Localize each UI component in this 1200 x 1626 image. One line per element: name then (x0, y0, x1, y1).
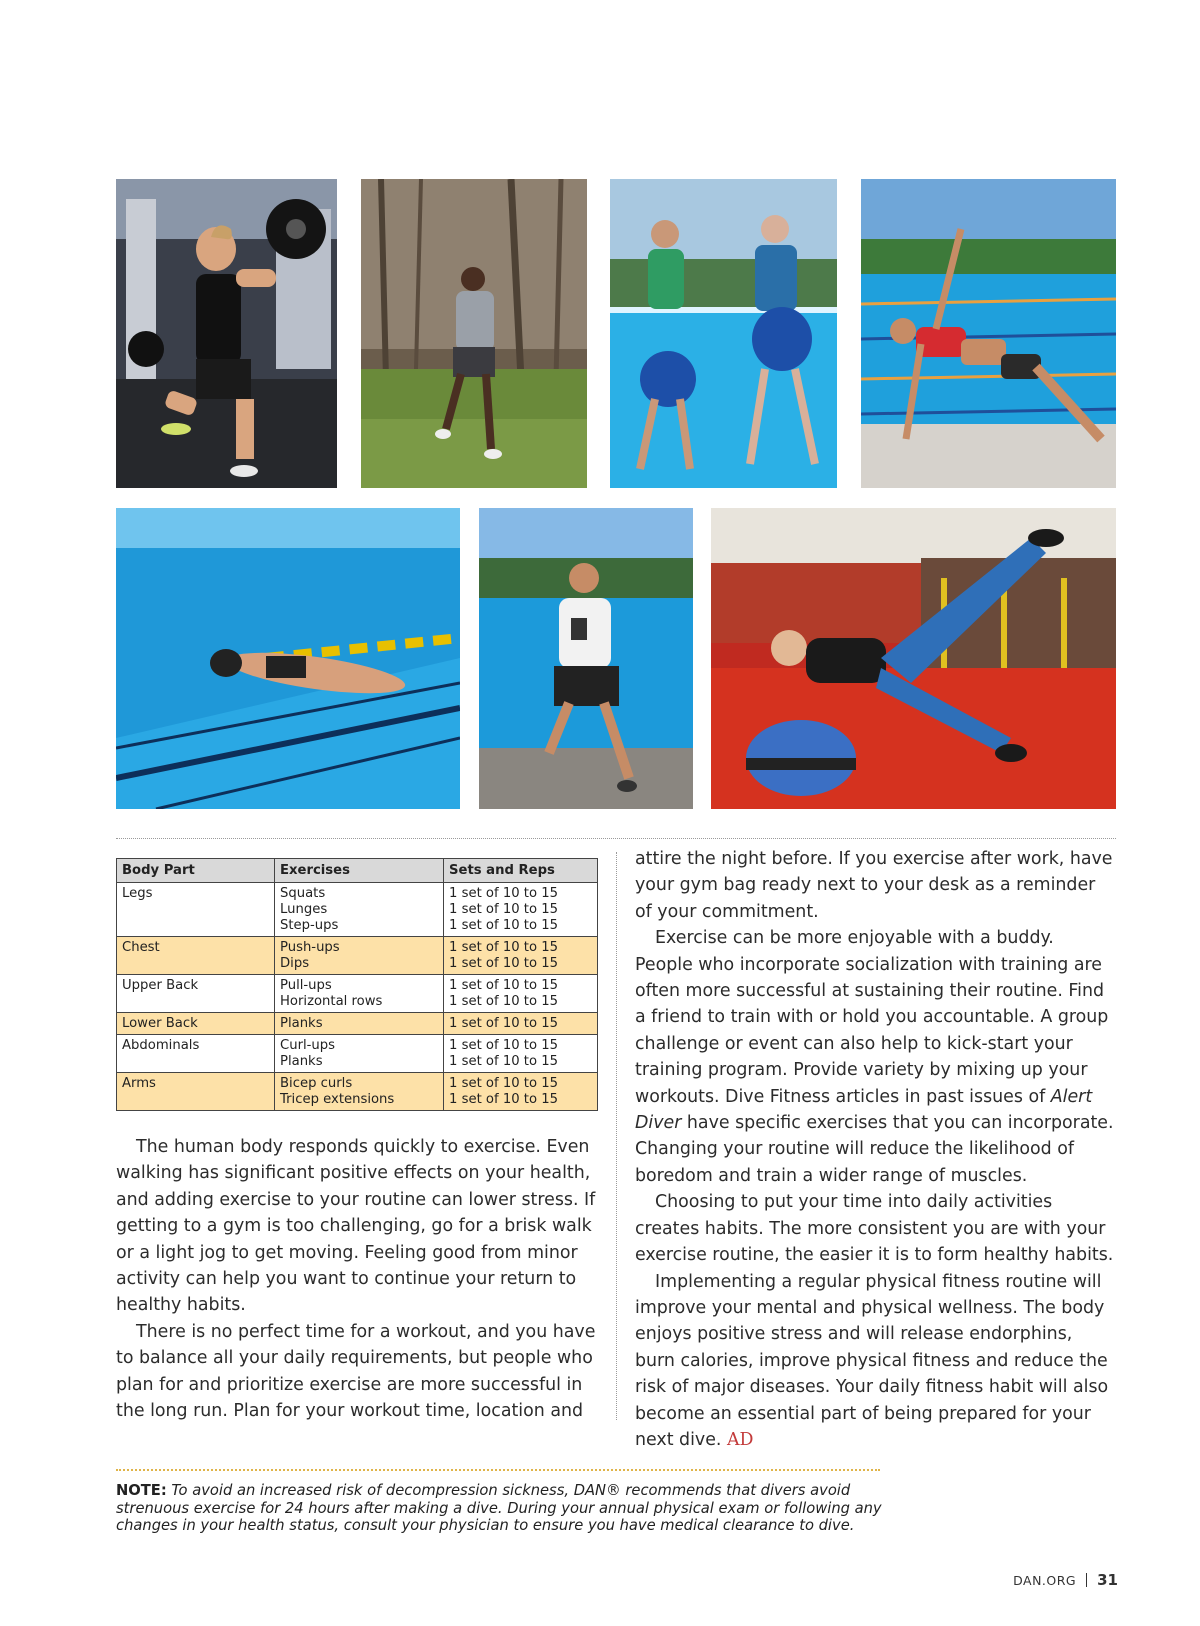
exercise-name: Squats (280, 886, 326, 901)
cell-exercises (275, 883, 444, 937)
paragraph (635, 1269, 1117, 1454)
end-mark: AD (726, 1429, 754, 1450)
left-column (116, 1134, 598, 1424)
note-label: NOTE: (116, 1482, 167, 1499)
photo-poolside-lunge-weight (479, 508, 693, 809)
photo-outdoor-jog (361, 179, 587, 488)
cell-body-part: Legs (117, 883, 275, 937)
table-row (117, 975, 598, 1013)
photo-pool-aqua-exercise (610, 179, 837, 488)
sets-reps-value: 1 set of 10 to 15 (449, 918, 559, 933)
exercise-name: Tricep extensions (280, 1092, 395, 1107)
paragraph-text: Exercise can be more enjoyable with a buddy. People who incorporate socialization with training are often more successful at sustaining their routine. Find a friend to train with or hold you accountable. A group challenge or event can also help to kick-start your training program. Provide variety by mixing up your workouts. Dive Fitness articles in past issues of (635, 928, 1109, 1107)
exercise-name: Horizontal rows (280, 994, 383, 1009)
photo-underwater-swimmer (116, 508, 460, 809)
cell-body-part: Upper Back (117, 975, 275, 1013)
paragraph: There is no perfect time for a workout, and you have to balance all your daily requirements, but people who plan for and prioritize exercise are more successful in the long run. Plan for your workout time, location and (116, 1321, 596, 1422)
sets-reps-value: 1 set of 10 to 15 (449, 1054, 559, 1069)
exercise-name: Bicep curls (280, 1076, 353, 1091)
sets-reps-value: 1 set of 10 to 15 (449, 940, 559, 955)
exercise-name: Lunges (280, 902, 328, 917)
note-divider (116, 1469, 880, 1471)
cell-body-part: Lower Back (117, 1013, 275, 1035)
sets-reps-value: 1 set of 10 to 15 (449, 1092, 559, 1107)
photo-gym-dumbbell-lunge (116, 179, 337, 488)
photo-gym-bosu-side-plank (711, 508, 1116, 809)
exercise-name: Step-ups (280, 918, 339, 933)
column-divider (616, 852, 617, 1420)
site-name: DAN.ORG (1013, 1573, 1077, 1588)
cell-exercises (275, 1035, 444, 1073)
section-divider (116, 838, 1116, 839)
note-text: To avoid an increased risk of decompression sickness, DAN® recommends that divers avoid strenuous exercise for 24 hours after making a dive. During your annual physical exam or following any changes in your health status, consult your physician to ensure you have medical clearance to dive. (116, 1482, 882, 1534)
paragraph: The human body responds quickly to exercise. Even walking has significant positive effects on your health, and adding exercise to your routine can lower stress. If getting to a gym is too challenging, go for a brisk walk or a light jog to get moving. Feeling good from minor activity can help you want to continue your return to healthy habits. (116, 1137, 596, 1316)
cell-sets-reps (444, 883, 598, 937)
cell-sets-reps (444, 975, 598, 1013)
cell-body-part: Arms (117, 1073, 275, 1111)
right-column (635, 846, 1117, 1453)
footer-separator (1086, 1573, 1087, 1587)
cell-body-part: Abdominals (117, 1035, 275, 1073)
table-row (117, 1035, 598, 1073)
exercise-name: Planks (280, 1054, 323, 1069)
cell-exercises (275, 975, 444, 1013)
paragraph: attire the night before. If you exercise after work, have your gym bag ready next to your desk as a reminder of your commitment. (635, 849, 1113, 922)
header-exercises: Exercises (275, 859, 444, 883)
photo-poolside-side-plank (861, 179, 1116, 488)
paragraph: Choosing to put your time into daily activities creates habits. The more consistent you are with your exercise routine, the easier it is to form healthy habits. (635, 1192, 1114, 1266)
exercise-name: Planks (280, 1016, 323, 1031)
sets-reps-value: 1 set of 10 to 15 (449, 902, 559, 917)
sets-reps-value: 1 set of 10 to 15 (449, 1016, 559, 1031)
cell-body-part: Chest (117, 937, 275, 975)
exercise-name: Push-ups (280, 940, 340, 955)
exercise-name: Dips (280, 956, 310, 971)
cell-sets-reps (444, 937, 598, 975)
table-row (117, 937, 598, 975)
header-sets-reps: Sets and Reps (444, 859, 598, 883)
cell-exercises (275, 1073, 444, 1111)
magazine-title: Alert Diver (635, 1086, 1093, 1134)
sets-reps-value: 1 set of 10 to 15 (449, 956, 559, 971)
cell-exercises (275, 1013, 444, 1035)
exercise-name: Curl-ups (280, 1038, 336, 1053)
note-box (116, 1482, 906, 1535)
paragraph-text: have specific exercises that you can incorporate. Changing your routine will reduce the likelihood of boredom and train a wider range of muscles. (635, 1113, 1114, 1186)
sets-reps-value: 1 set of 10 to 15 (449, 1076, 559, 1091)
cell-exercises (275, 937, 444, 975)
table-row (117, 1013, 598, 1035)
exercise-table (116, 858, 598, 1111)
cell-sets-reps (444, 1013, 598, 1035)
paragraph (635, 925, 1117, 1189)
header-body-part: Body Part (117, 859, 275, 883)
paragraph-text: Implementing a regular physical fitness routine will improve your mental and physical wellness. The body enjoys positive stress and will release endorphins, burn calories, improve physical fitness and reduce the risk of major diseases. Your daily fitness habit will also become an essential part of being prepared for your next dive. (635, 1271, 1109, 1450)
table-row (117, 883, 598, 937)
sets-reps-value: 1 set of 10 to 15 (449, 994, 559, 1009)
sets-reps-value: 1 set of 10 to 15 (449, 886, 559, 901)
table-header-row (117, 859, 598, 883)
cell-sets-reps (444, 1035, 598, 1073)
exercise-name: Pull-ups (280, 978, 332, 993)
sets-reps-value: 1 set of 10 to 15 (449, 978, 559, 993)
table-body (117, 883, 598, 1111)
page-number: 31 (1097, 1571, 1118, 1589)
table-row (117, 1073, 598, 1111)
page-footer (1013, 1571, 1118, 1589)
cell-sets-reps (444, 1073, 598, 1111)
sets-reps-value: 1 set of 10 to 15 (449, 1038, 559, 1053)
